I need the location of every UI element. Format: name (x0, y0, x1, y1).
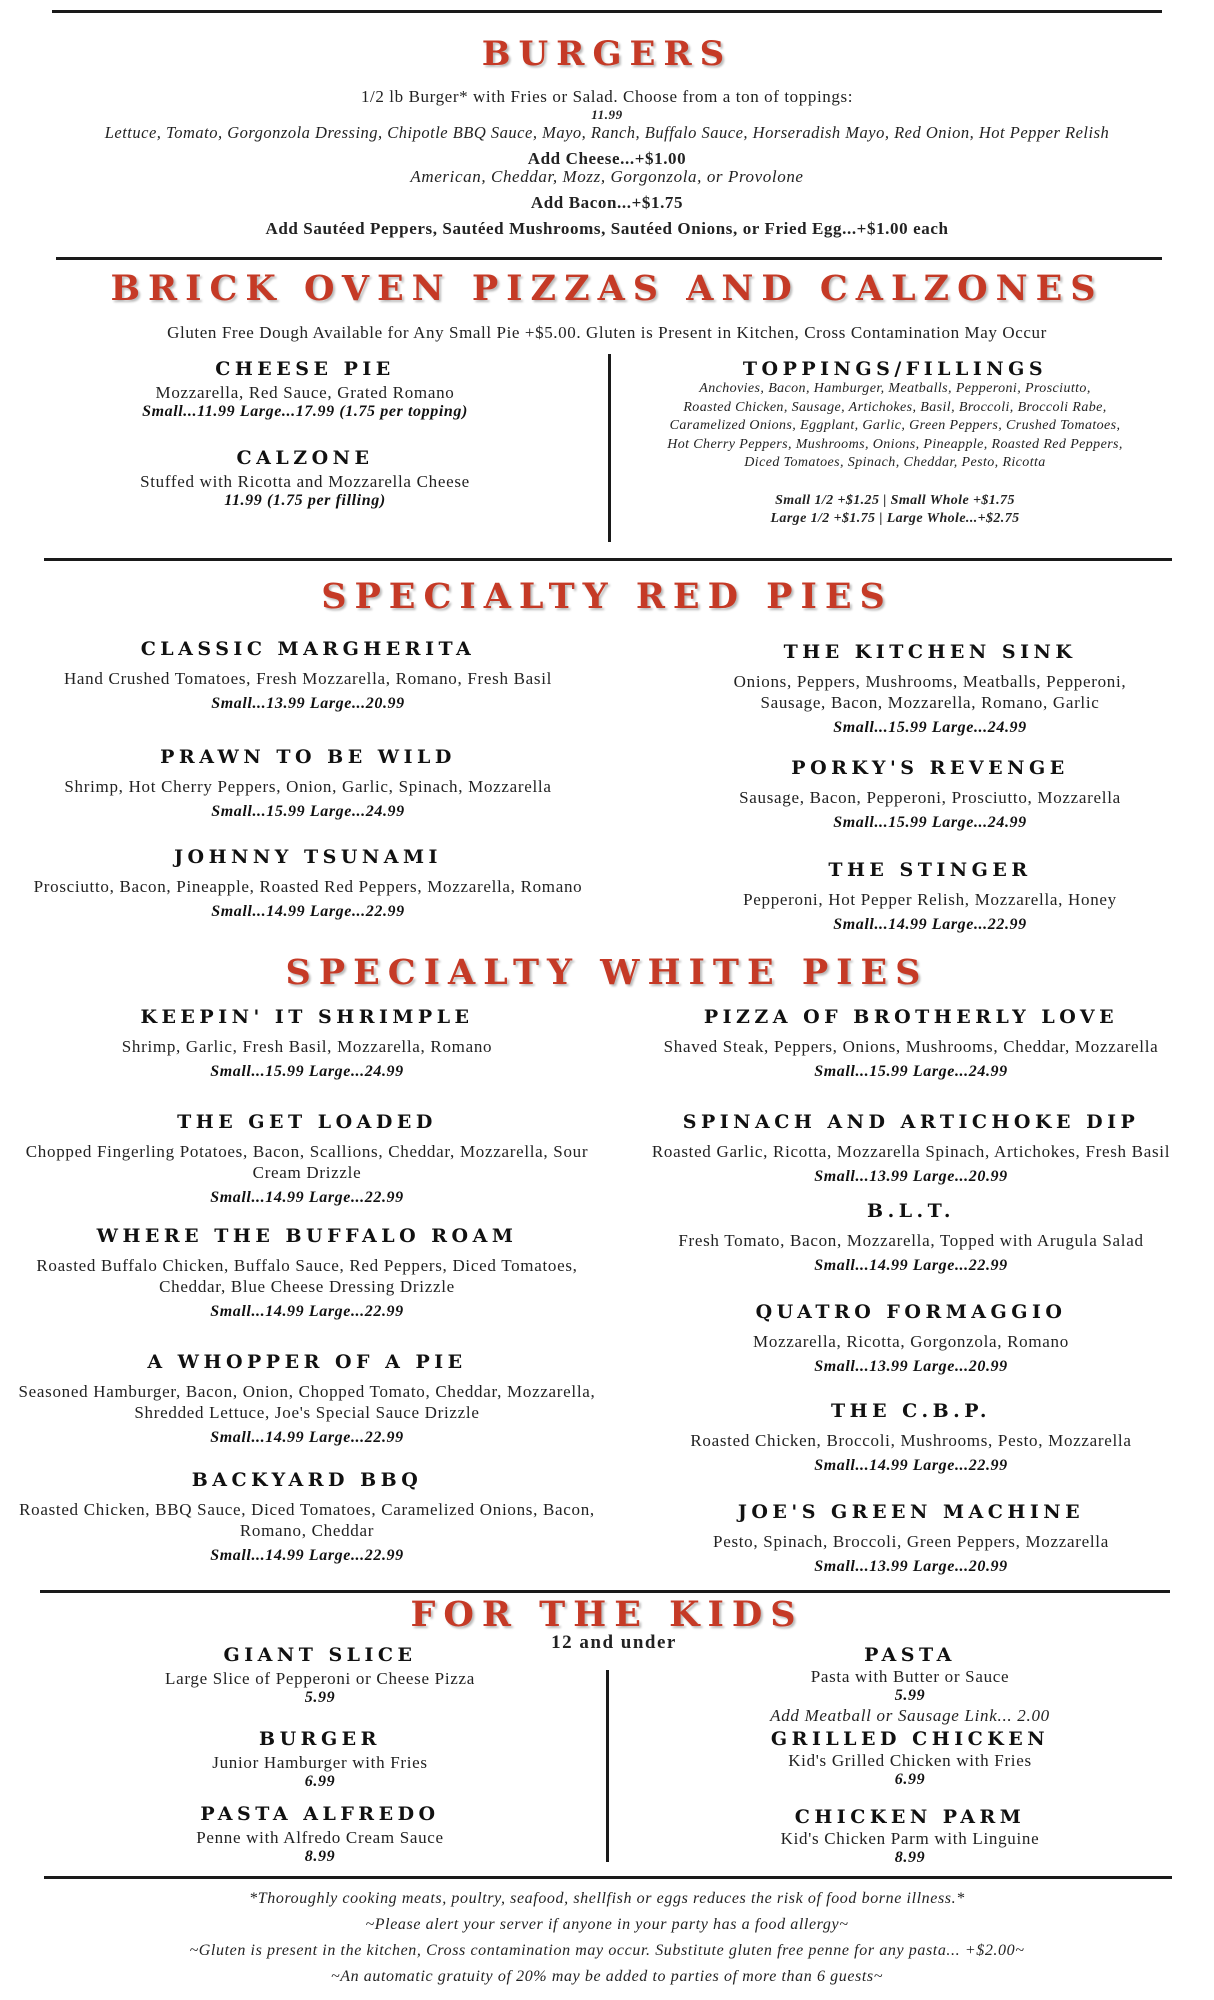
footer-line-1: *Thoroughly cooking meats, poultry, seafood, shellfish or eggs reduces the risk of food borne illness.* (249, 1890, 965, 1907)
top-divider (52, 10, 1162, 13)
menu-item-price: 6.99 (304, 1773, 336, 1790)
menu-item-description: Mozzarella, Ricotta, Gorgonzola, Romano (753, 1332, 1069, 1351)
kids-column-divider (606, 1670, 609, 1862)
menu-item-title: PIZZA OF BROTHERLY LOVE (703, 1006, 1119, 1028)
toppings-title: TOPPINGS/FILLINGS (742, 358, 1048, 380)
menu-item (140, 1728, 500, 1791)
menu-item-price: Small...13.99 Large...20.99 (211, 695, 405, 712)
menu-item-title: KEEPIN' IT SHRIMPLE (140, 1006, 474, 1028)
cheese-pie-desc: Mozzarella, Red Sauce, Grated Romano (155, 383, 455, 402)
menu-item-price: Small...14.99 Large...22.99 (210, 1303, 404, 1320)
menu-item-title: B.L.T. (867, 1200, 955, 1222)
menu-item-extra: Add Meatball or Sausage Link... 2.00 (770, 1706, 1050, 1725)
menu-item-price: Small...13.99 Large...20.99 (814, 1558, 1008, 1575)
menu-item-description: Penne with Alfredo Cream Sauce (196, 1828, 444, 1847)
calzone-title: CALZONE (236, 447, 374, 469)
toppings-block (630, 358, 1160, 529)
toppings-line-5: Diced Tomatoes, Spinach, Cheddar, Pesto, Ricotta (744, 455, 1046, 470)
menu-item-price: 5.99 (304, 1689, 336, 1706)
menu-item (628, 1006, 1194, 1081)
menu-item-title: CLASSIC MARGHERITA (140, 638, 476, 660)
menu-item (140, 1644, 500, 1707)
menu-item-price: Small...14.99 Large...22.99 (814, 1457, 1008, 1474)
menu-item (14, 1351, 600, 1447)
menu-item (700, 757, 1160, 832)
menu-item-description: Prosciutto, Bacon, Pineapple, Roasted Red Peppers, Mozzarella, Romano (33, 877, 583, 896)
pizza-divider (44, 558, 1172, 561)
pizza-column-divider (608, 354, 611, 542)
menu-item-title: BACKYARD BBQ (191, 1469, 423, 1491)
menu-item-price: 8.99 (894, 1849, 926, 1866)
menu-item-title: GIANT SLICE (223, 1644, 417, 1666)
menu-item-description: Junior Hamburger with Fries (212, 1753, 428, 1772)
menu-item-price: Small...14.99 Large...22.99 (210, 1189, 404, 1206)
menu-item-price: 8.99 (304, 1848, 336, 1865)
menu-item (30, 638, 586, 713)
menu-item (730, 1728, 1090, 1789)
menu-item (700, 859, 1160, 934)
menu-item-price: 5.99 (894, 1687, 926, 1704)
menu-item (14, 1225, 600, 1321)
menu-item-description: Roasted Buffalo Chicken, Buffalo Sauce, Red Peppers, Diced Tomatoes, Cheddar, Blue Cheese Dressing Drizzle (36, 1256, 578, 1296)
toppings-line-4: Hot Cherry Peppers, Mushrooms, Onions, Pineapple, Roasted Red Peppers, (667, 436, 1123, 452)
menu-item (730, 1806, 1090, 1867)
burgers-price: 11.99 (591, 107, 623, 122)
kids-subtitle: 12 and under (551, 1632, 677, 1653)
menu-item-description: Pepperoni, Hot Pepper Relish, Mozzarella, Honey (743, 890, 1117, 909)
menu-item-description: Large Slice of Pepperoni or Cheese Pizza (165, 1669, 475, 1688)
burgers-add-bacon: Add Bacon...+$1.75 (530, 193, 684, 212)
menu-item-description: Chopped Fingerling Potatoes, Bacon, Scallions, Cheddar, Mozzarella, Sour Cream Drizzle (25, 1142, 589, 1182)
menu-item-title: CHICKEN PARM (794, 1806, 1026, 1828)
gluten-note: Gluten Free Dough Available for Any Small Pie +$5.00. Gluten is Present in Kitchen, Cross Contamination May Occur (167, 323, 1047, 342)
menu-item (628, 1501, 1194, 1576)
menu-item-price: Small...15.99 Large...24.99 (833, 719, 1027, 736)
menu-item (14, 1469, 600, 1565)
menu-item-description: Hand Crushed Tomatoes, Fresh Mozzarella, Romano, Fresh Basil (63, 669, 553, 688)
menu-item (700, 641, 1160, 737)
toppings-price-1: Small 1/2 +$1.25 | Small Whole +$1.75 (775, 492, 1015, 508)
menu-item-title: A WHOPPER OF A PIE (147, 1351, 467, 1373)
menu-item-price: Small...14.99 Large...22.99 (210, 1429, 404, 1446)
kids-divider (44, 1876, 1172, 1879)
menu-item (140, 1803, 500, 1866)
burgers-cheeses: American, Cheddar, Mozz, Gorgonzola, or Provolone (410, 167, 804, 186)
brick-oven-heading: BRICK OVEN PIZZAS AND CALZONES (110, 268, 1104, 309)
menu-item-title: THE KITCHEN SINK (783, 641, 1077, 663)
menu-item-title: PASTA (864, 1644, 956, 1666)
menu-item (628, 1200, 1194, 1275)
menu-item-title: PRAWN TO BE WILD (160, 746, 456, 768)
menu-item-price: 6.99 (894, 1771, 926, 1788)
footer-line-3: ~Gluten is present in the kitchen, Cross contamination may occur. Substitute gluten free penne for any pasta... +$2.00~ (189, 1942, 1025, 1959)
menu-item-title: JOHNNY TSUNAMI (174, 846, 442, 868)
toppings-price-2: Large 1/2 +$1.75 | Large Whole...+$2.75 (770, 511, 1020, 526)
menu-item-description: Shaved Steak, Peppers, Onions, Mushrooms, Cheddar, Mozzarella (663, 1037, 1159, 1056)
menu-item-description: Roasted Garlic, Ricotta, Mozzarella Spinach, Artichokes, Fresh Basil (651, 1142, 1171, 1161)
burgers-add-cheese: Add Cheese...+$1.00 (527, 149, 687, 168)
toppings-line-2: Roasted Chicken, Sausage, Artichokes, Basil, Broccoli, Broccoli Rabe, (683, 399, 1107, 415)
menu-item-description: Seasoned Hamburger, Bacon, Onion, Chopped Tomato, Cheddar, Mozzarella, Shredded Lettuce, Joe's Special Sauce Drizzle (18, 1382, 596, 1422)
menu-item-price: Small...14.99 Large...22.99 (833, 916, 1027, 933)
menu-item-price: Small...14.99 Large...22.99 (814, 1257, 1008, 1274)
menu-item-title: WHERE THE BUFFALO ROAM (96, 1225, 518, 1247)
menu-item-price: Small...15.99 Large...24.99 (210, 1063, 404, 1080)
red-pies-heading: SPECIALTY RED PIES (321, 576, 893, 617)
cheese-pie-block (104, 358, 506, 421)
menu-item-price: Small...15.99 Large...24.99 (211, 803, 405, 820)
menu-item-title: JOE'S GREEN MACHINE (737, 1501, 1085, 1523)
menu-item-description: Fresh Tomato, Bacon, Mozzarella, Topped with Arugula Salad (678, 1231, 1144, 1250)
menu-item (14, 1006, 600, 1081)
cheese-pie-price: Small...11.99 Large...17.99 (1.75 per topping) (142, 403, 468, 420)
menu-item-description: Pesto, Spinach, Broccoli, Green Peppers, Mozzarella (713, 1532, 1109, 1551)
menu-item (628, 1301, 1194, 1376)
menu-item-title: PORKY'S REVENGE (791, 757, 1069, 779)
kids-heading: FOR THE KIDS (410, 1594, 804, 1635)
toppings-line-1: Anchovies, Bacon, Hamburger, Meatballs, Pepperoni, Prosciutto, (699, 381, 1091, 396)
menu-item-price: Small...15.99 Large...24.99 (814, 1063, 1008, 1080)
burgers-add-extras: Add Sautéed Peppers, Sautéed Mushrooms, Sautéed Onions, or Fried Egg...+$1.00 each (265, 219, 949, 238)
toppings-line-3: Caramelized Onions, Eggplant, Garlic, Green Peppers, Crushed Tomatoes, (669, 418, 1121, 433)
menu-item (30, 846, 586, 921)
calzone-desc: Stuffed with Ricotta and Mozzarella Cheese (140, 472, 470, 491)
menu-item-price: Small...13.99 Large...20.99 (814, 1358, 1008, 1375)
cheese-pie-title: CHEESE PIE (215, 358, 395, 380)
menu-item-price: Small...15.99 Large...24.99 (833, 814, 1027, 831)
menu-item-description: Kid's Chicken Parm with Linguine (780, 1829, 1040, 1848)
burgers-toppings: Lettuce, Tomato, Gorgonzola Dressing, Chipotle BBQ Sauce, Mayo, Ranch, Buffalo Sauce, Horseradish Mayo, Red Onion, Hot Pepper Relish (104, 123, 1110, 142)
menu-item (30, 746, 586, 821)
menu-item-description: Pasta with Butter or Sauce (810, 1667, 1010, 1686)
menu-item-title: THE STINGER (828, 859, 1032, 881)
menu-item-title: GRILLED CHICKEN (770, 1728, 1050, 1750)
menu-item-title: THE C.B.P. (830, 1400, 992, 1422)
menu-item-description: Roasted Chicken, Broccoli, Mushrooms, Pesto, Mozzarella (690, 1431, 1132, 1450)
burgers-intro: 1/2 lb Burger* with Fries or Salad. Choose from a ton of toppings: (360, 87, 854, 106)
white-pies-divider (40, 1590, 1170, 1593)
menu-item-description: Onions, Peppers, Mushrooms, Meatballs, Pepperoni, Sausage, Bacon, Mozzarella, Romano, Garlic (733, 672, 1127, 712)
menu-item-title: BURGER (259, 1728, 381, 1750)
menu-item-price: Small...14.99 Large...22.99 (211, 903, 405, 920)
menu-item (628, 1400, 1194, 1475)
menu-item-price: Small...14.99 Large...22.99 (210, 1547, 404, 1564)
calzone-price: 11.99 (1.75 per filling) (224, 492, 386, 509)
burgers-divider (56, 257, 1162, 260)
menu-item-description: Kid's Grilled Chicken with Fries (788, 1751, 1032, 1770)
menu-item-title: THE GET LOADED (177, 1111, 437, 1133)
menu-item-description: Shrimp, Hot Cherry Peppers, Onion, Garlic, Spinach, Mozzarella (64, 777, 552, 796)
menu-item (628, 1111, 1194, 1186)
burgers-heading: BURGERS (481, 34, 733, 74)
calzone-block (104, 447, 506, 510)
menu-item-price: Small...13.99 Large...20.99 (814, 1168, 1008, 1185)
menu-item (14, 1111, 600, 1207)
menu-item-description: Sausage, Bacon, Pepperoni, Prosciutto, Mozzarella (739, 788, 1121, 807)
menu-item-description: Shrimp, Garlic, Fresh Basil, Mozzarella, Romano (121, 1037, 493, 1056)
menu-item (730, 1644, 1090, 1726)
white-pies-heading: SPECIALTY WHITE PIES (285, 952, 929, 993)
footer-line-2: ~Please alert your server if anyone in your party has a food allergy~ (365, 1916, 849, 1933)
menu-item-title: QUATRO FORMAGGIO (755, 1301, 1067, 1323)
menu-item-description: Roasted Chicken, BBQ Sauce, Diced Tomatoes, Caramelized Onions, Bacon, Romano, Cheddar (19, 1500, 595, 1540)
menu-item-title: PASTA ALFREDO (200, 1803, 440, 1825)
menu-item-title: SPINACH AND ARTICHOKE DIP (682, 1111, 1140, 1133)
footer-line-4: ~An automatic gratuity of 20% may be added to parties of more than 6 guests~ (330, 1968, 884, 1985)
